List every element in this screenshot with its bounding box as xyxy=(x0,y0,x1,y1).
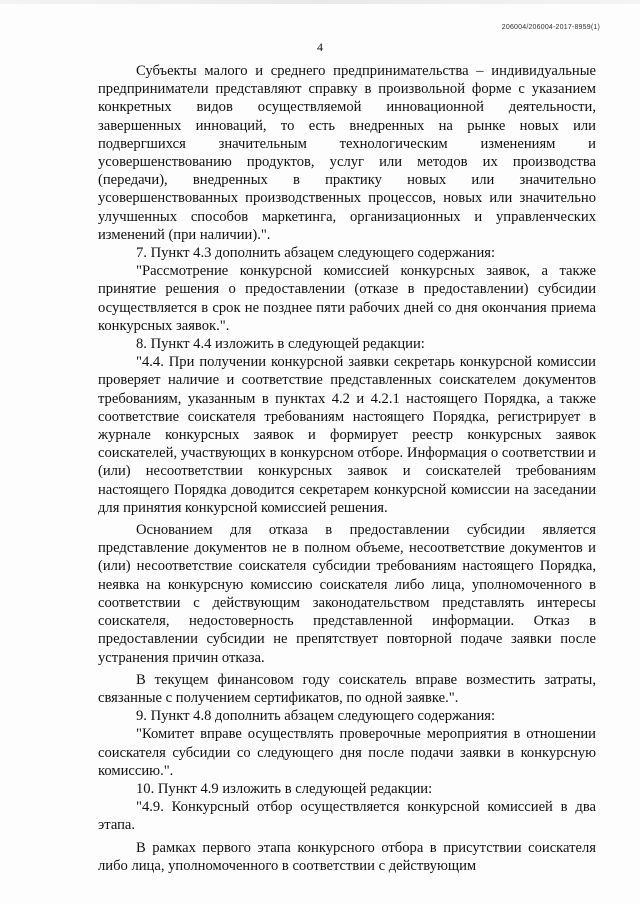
page-number: 4 xyxy=(317,40,323,54)
paragraph: "4.9. Конкурсный отбор осуществляется конкурсной комиссией в два этапа. xyxy=(98,799,596,834)
document-body xyxy=(98,62,596,875)
scan-edge xyxy=(0,0,640,4)
paragraph: "Комитет вправе осуществлять проверочные мероприятия в отношении соискателя субсидии со следующего дня после подачи заявки в конкурсную комиссию.". xyxy=(98,726,596,779)
document-id: 206004/206004-2017-8959(1) xyxy=(501,24,600,31)
paragraph: "Рассмотрение конкурсной комиссией конкурсных заявок, а также принятие решения о предоставлении (отказе в предоставлении) субсидии осуществляется в срок не позднее пяти рабочих дней со дня окончания приема конкурсных заявок.". xyxy=(98,263,596,334)
paragraph: Основанием для отказа в предоставлении субсидии является представление документов не в полном объеме, несоответствие документов и (или) несоответствие соискателя субсидии требованиям настоящего Порядка, неявка на конкурсную комиссию соискателя либо лица, уполномоченного в соответствии с действующим законодательством представлять интересы соискателя, недостоверность представленной информации. Отказ в предоставлении субсидии не препятствует повторной подаче заявки после устранения причин отказа. xyxy=(98,522,596,666)
paragraph: 7. Пункт 4.3 дополнить абзацем следующего содержания: xyxy=(136,245,496,262)
paragraph: В рамках первого этапа конкурсного отбора в присутствии соискателя либо лица, уполномоченного в соответствии с действующим xyxy=(98,839,596,874)
paragraph: 9. Пункт 4.8 дополнить абзацем следующего содержания: xyxy=(136,708,496,725)
paragraph: 8. Пункт 4.4 изложить в следующей редакции: xyxy=(136,336,425,353)
paragraph: 10. Пункт 4.9 изложить в следующей редакции: xyxy=(136,780,433,797)
paragraph: Субъекты малого и среднего предпринимательства – индивидуальные предприниматели представляют справку в произвольной форме с указанием конкретных видов осуществляемой инновационной деятельности, завершенных инноваций, то есть внедренных на рынке новых или подвергшихся значительным технологическим изменениям и усовершенствованию продуктов, услуг или методов их производства (передачи), внедренных в практику новых или значительно усовершенствованных производственных процессов, новых или значительно улучшенных способов маркетинга, организационных и управленческих изменений (при наличии).". xyxy=(98,63,596,243)
paragraph: В текущем финансовом году соискатель вправе возместить затраты, связанные с получением сертификатов, по одной заявке.". xyxy=(98,671,596,706)
paragraph: "4.4. При получении конкурсной заявки секретарь конкурсной комиссии проверяет наличие и соответствие представленных соискателем документов требованиям, указанным в пунктах 4.2 и 4.2.1 настоящего Порядка, а также соответствие соискателя требованиям настоящего Порядка, регистрирует в журнале конкурсных заявок и формирует реестр конкурсных заявок соискателей, участвующих в конкурсном отборе. Информация о соответствии и (или) несоответствии конкурсных заявок и соискателей требованиям настоящего Порядка доводится секретарем конкурсной комиссии на заседании для принятия конкурсной комиссией решения. xyxy=(98,354,596,516)
